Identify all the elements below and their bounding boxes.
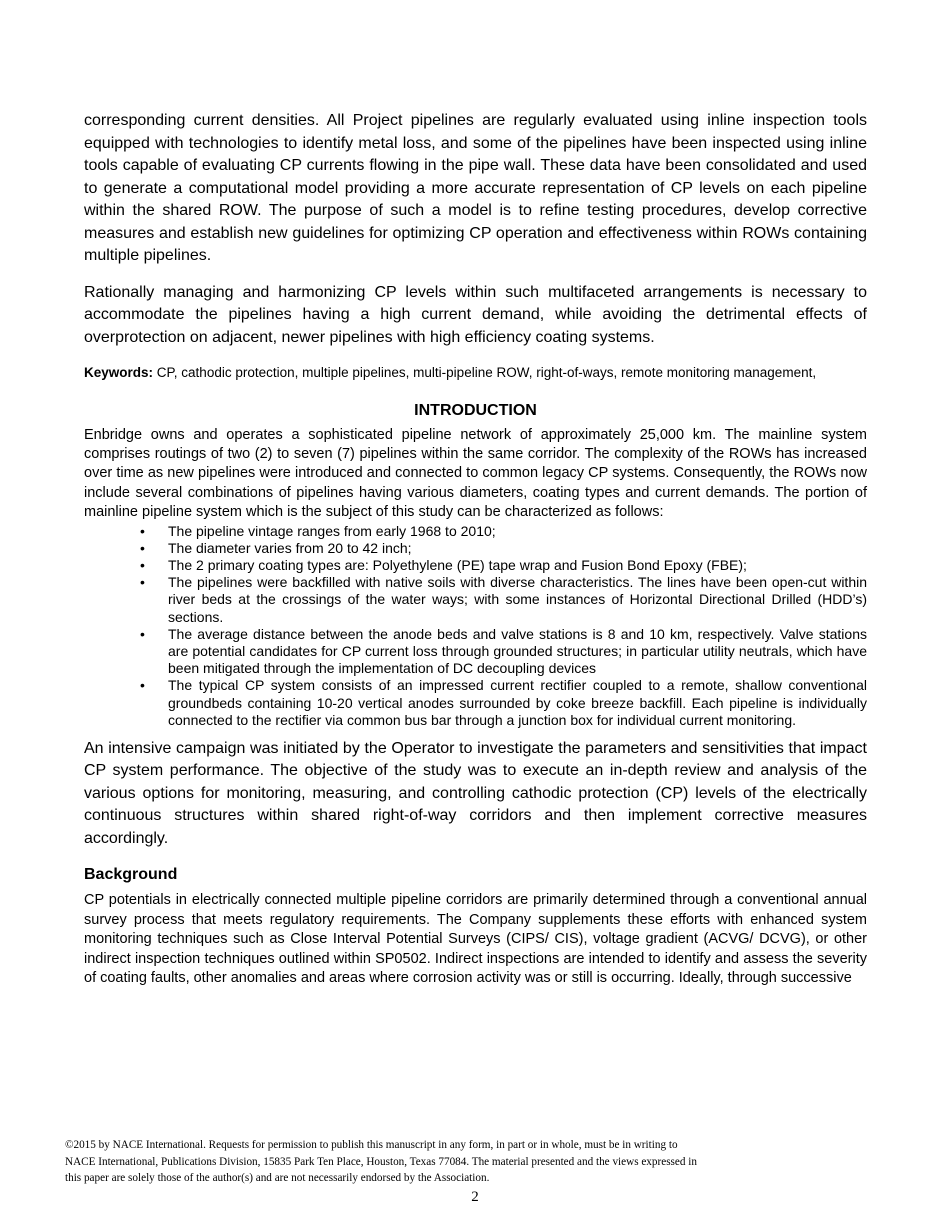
- list-item-text: The pipeline vintage ranges from early 1968 to 2010;: [168, 522, 496, 539]
- keywords: [84, 363, 867, 383]
- list-item: [140, 539, 867, 557]
- bullet-icon: •: [140, 522, 145, 539]
- paragraph-managing-cp-levels: Rationally managing and harmonizing CP levels within such multifaceted arrangements is necessary to accommodate the pipelines having a high current demand, while avoiding the detrimental effects of overprotection on adjacent, newer pipelines with high efficiency coating systems.: [84, 283, 867, 346]
- bullet-icon: •: [140, 556, 145, 573]
- list-item-text: The diameter varies from 20 to 42 inch;: [168, 539, 412, 556]
- list-item-text: The 2 primary coating types are: Polyethylene (PE) tape wrap and Fusion Bond Epoxy (FBE);: [168, 556, 747, 573]
- page-body: [84, 110, 867, 989]
- footer-line: NACE International, Publications Division, 15835 Park Ten Place, Houston, Texas 77084. The material presented and the views expressed in: [65, 1155, 697, 1168]
- list-item-text: The average distance between the anode beds and valve stations is 8 and 10 km, respectively. Valve stations are potential candidates for CP current loss through grounded structures; in particular utility neutrals, which have been mitigated through the implementation of DC decoupling devices: [168, 625, 867, 677]
- page-number: 2: [471, 1189, 479, 1205]
- background-paragraph: CP potentials in electrically connected multiple pipeline corridors are primarily determined through a conventional annual survey process that meets regulatory requirements. The Company supplements these efforts with enhanced system monitoring techniques such as Close Interval Potential Surveys (CIPS/ CIS), voltage gradient (ACVG/ DCVG), or other indirect inspection techniques outlined within SP0502. Indirect inspections are intended to identify and assess the severity of coating faults, other anomalies and areas where corrosion activity was or still is occurring. Ideally, through successive: [84, 892, 867, 987]
- list-item: [140, 522, 867, 540]
- background-heading: Background: [84, 866, 178, 884]
- characteristics-list: [84, 523, 867, 729]
- paragraph-project-pipelines: corresponding current densities. All Project pipelines are regularly evaluated using inline inspection tools equipped with technologies to identify metal loss, and some of the pipelines have been inspected using inline tools capable of evaluating CP currents flowing in the pipe wall. These data have been consolidated and used to generate a computational model providing a more accurate representation of CP levels on each pipeline within the shared ROW. The purpose of such a model is to refine testing procedures, develop corrective measures and establish new guidelines for optimizing CP operation and effectiveness within ROWs containing multiple pipelines.: [84, 112, 867, 264]
- paragraph-intensive-campaign: An intensive campaign was initiated by the Operator to investigate the parameters and sensitivities that impact CP system performance. The objective of the study was to execute an in-depth review and analysis of the various options for monitoring, measuring, and controlling cathodic protection (CP) levels of the electrically continuous structures within shared right-of-way corridors and then implement corrective measures accordingly.: [84, 739, 867, 847]
- copyright-footer: [65, 1137, 785, 1187]
- bullet-icon: •: [140, 677, 145, 694]
- list-item: [140, 625, 867, 678]
- footer-line: ©2015 by NACE International. Requests for permission to publish this manuscript in any form, in part or in whole, must be in writing to: [65, 1139, 678, 1151]
- list-item-text: The typical CP system consists of an impressed current rectifier coupled to a remote, shallow conventional groundbeds containing 10-20 vertical anodes surrounded by coke breeze backfill. Each pipeline is individually connected to the rectifier via common bus bar through a junction box for individual current monitoring.: [168, 677, 867, 728]
- list-item: [140, 574, 867, 626]
- bullet-icon: •: [140, 539, 145, 556]
- bullet-icon: •: [140, 625, 145, 642]
- keywords-text: CP, cathodic protection, multiple pipelines, multi-pipeline ROW, right-of-ways, remote monitoring management,: [153, 365, 817, 380]
- list-item-text: The pipelines were backfilled with native soils with diverse characteristics. The lines have been open-cut within river beds at the crossings of the water ways; with some instances of Horizontal Directional Drilled (HDD’s) sections.: [168, 574, 867, 625]
- list-item: [140, 677, 867, 729]
- list-item: [140, 556, 867, 574]
- bullet-icon: •: [140, 574, 145, 591]
- introduction-paragraph: Enbridge owns and operates a sophisticated pipeline network of approximately 25,000 km. The mainline system comprises routings of two (2) to seven (7) pipelines within the same corridor. The complexity of the ROWs has increased over time as new pipelines were introduced and connected to common legacy CP systems. Consequently, the ROWs now include several combinations of pipelines having various diameters, coating types and current demands. The portion of mainline pipeline system which is the subject of this study can be characterized as follows:: [84, 426, 867, 521]
- footer-line: this paper are solely those of the author(s) and are not necessarily endorsed by the Association.: [65, 1172, 490, 1184]
- introduction-heading: INTRODUCTION: [414, 401, 537, 419]
- keywords-label: Keywords:: [84, 365, 154, 380]
